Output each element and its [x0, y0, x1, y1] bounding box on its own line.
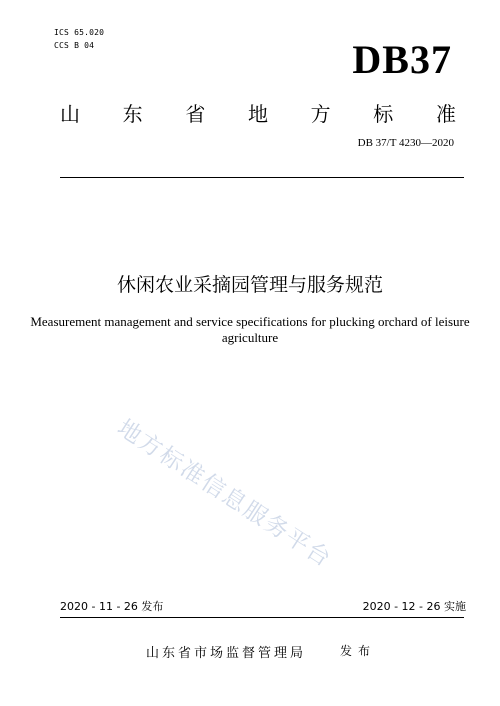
- standard-type-char: 方: [310, 102, 331, 126]
- standard-type-char: 准: [435, 102, 456, 126]
- standard-type-char: 地: [247, 102, 268, 126]
- db37-logo: DB37: [352, 37, 452, 82]
- document-title-zh: 休闲农业采摘园管理与服务规范: [116, 274, 383, 296]
- document-title-en: Measurement management and service specifications for plucking orchard of leisure agriculture: [30, 314, 470, 345]
- bottom-divider: [60, 617, 464, 618]
- ccs-code: CCS B 04: [54, 41, 95, 50]
- standard-number: DB 37/T 4230—2020: [357, 137, 454, 149]
- standard-type-char: 标: [373, 102, 394, 126]
- standard-type: [60, 98, 456, 127]
- watermark: 地方标准信息服务平台: [112, 415, 337, 573]
- implementation-date: 2020 - 12 - 26 实施: [362, 600, 466, 613]
- ics-code: ICS 65.020: [54, 28, 105, 37]
- standard-type-char: 山: [60, 102, 80, 126]
- standard-type-char: 东: [122, 102, 143, 126]
- issue-label: 发布: [340, 644, 377, 658]
- standard-type-char: 省: [185, 102, 206, 126]
- top-divider: [60, 177, 464, 178]
- issue-date: 2020 - 11 - 26 发布: [60, 600, 164, 613]
- issuing-authority: 山东省市场监督管理局: [146, 646, 307, 661]
